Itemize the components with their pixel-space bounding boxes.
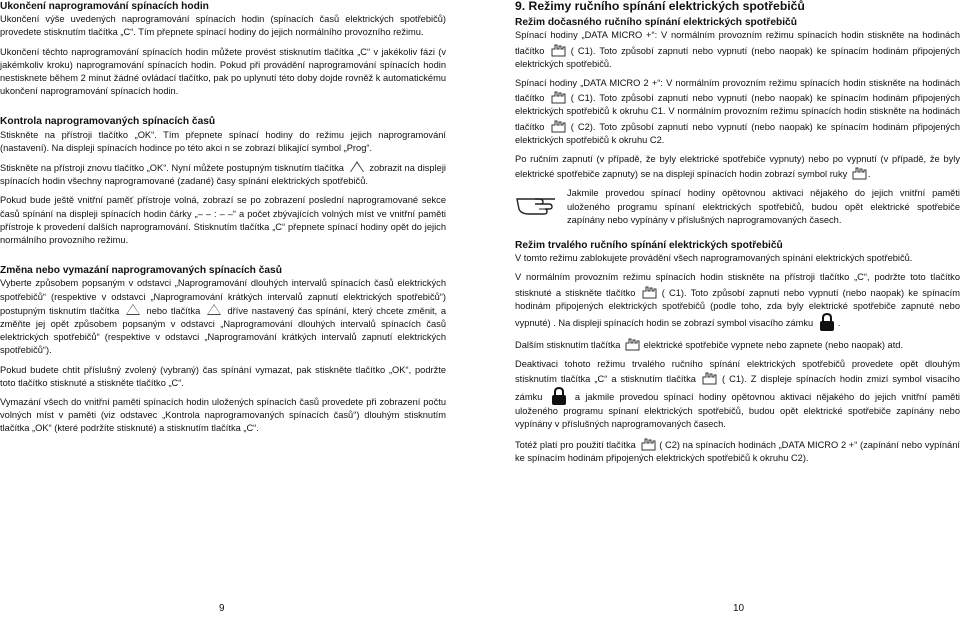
- paragraph: Ukončení výše uvedených naprogramování spínacích hodin (spínacích časů elektrických spotřebičů) provedete stisknutím tlačítka „C“. Tím přepnete spínací hodiny do jejich normálního provozního režimu.: [0, 14, 446, 38]
- text: ( C1). Z displeje spínacích hodin zmizí symbol visacího zámku: [515, 374, 960, 402]
- hand-button-icon: [549, 90, 567, 104]
- text: Vyberte způsobem popsaným v odstavci „Naprogramování dlouhých intervalů spínacích časů elektrických spotřebičů“ (respektive v odstavci „Naprogramování krátkých intervalů zapnutí elektrických spotřebičů“) postupným tisknutím tlačítka: [0, 278, 446, 316]
- paragraph: Vymazání všech do vnitřní paměti spínacích hodin uložených spínacích časů provedete při zobrazení počtu volných míst v paměti (viz odstavec „Kontrola naprogramovaných spínacích časů“) dlouhým stisknutím tlačítka „OK“ (které podržíte stisknuté) a stisknutím tlačítka „C“.: [0, 397, 446, 434]
- section-title: Ukončení naprogramování spínacích hodin: [0, 1, 209, 12]
- chapter-title: 9. Režimy ručního spínání elektrických spotřebičů: [515, 0, 805, 13]
- text: elektrické spotřebiče vypnete nebo zapnete (nebo naopak) atd.: [643, 340, 904, 351]
- text: zobrazit na displeji spínacích hodin všechny naprogramované (zadané) časy spínání elektrických spotřebičů.: [0, 163, 446, 187]
- paragraph: Pokud bude ještě vnitřní paměť přístroje volná, zobrazí se po zobrazení poslední naprogramované sekce časů spínání na displeji spínacích hodin čárky „– – : – –“ a počet zbývajících volných míst ve vnitřní paměti přístroje k provedení dalších naprogramování. Stisknutím tlačítka „C“ přepnete spínací hodiny opět do jejich normálního provozního režimu.: [0, 195, 446, 246]
- text: ( C1). Toto způsobí zapnutí nebo vypnutí (nebo naopak) ke spínacím hodinám připojených elektrických spotřebičů k okruhu C1. V normálním provozním režimu spínacích hodin stiskněte na hodinách tlačítko: [515, 93, 960, 132]
- text: Stiskněte na přístroji znovu tlačítko „OK“. Nyní můžete postupným tisknutím tlačítka: [0, 163, 344, 174]
- text: V normálním provozním režimu spínacích hodin stiskněte na přístroji tlačítko „C“, podržte toto tlačítko stisknuté a stiskněte tlačítko: [515, 272, 960, 298]
- paragraph: [515, 358, 960, 431]
- paragraph: Stiskněte na přístroji tlačítko „OK“. Tím přepnete spínací hodiny do režimu jejich naprogramování (nastavení). Na displeji spínacích hodince po této akci n se zobrazí blikající symbol „Prog“.: [0, 129, 446, 153]
- hand-button-icon: [640, 285, 658, 299]
- lock-icon: [551, 387, 567, 405]
- right-page: [515, 0, 960, 471]
- section-title: Režim dočasného ručního spínání elektrických spotřebičů: [515, 17, 797, 29]
- pointing-hand-icon: [515, 187, 559, 219]
- paragraph: [515, 337, 960, 352]
- triangle-button-icon: [126, 304, 140, 315]
- page-number: 9: [219, 603, 225, 614]
- text: ( C2) na spínacích hodinách „DATA MICRO 2 +“ (zapínání nebo vypínání ke spínacím hodinám připojených elektrických spotřebičů k okruhu C2).: [515, 440, 960, 464]
- hand-button-icon: [549, 119, 567, 133]
- triangle-button-icon: [350, 161, 364, 172]
- note: [515, 187, 960, 227]
- section-title: Změna nebo vymazání naprogramovaných spínacích časů: [0, 265, 282, 277]
- text: nebo tlačítka: [146, 305, 201, 316]
- paragraph: [0, 161, 446, 188]
- paragraph: [515, 77, 960, 147]
- text: Spínací hodiny „DATA MICRO +“: V normálním provozním režimu spínacích hodin stiskněte na hodinách tlačítko: [515, 30, 960, 56]
- text: ( C1). Toto způsobí zapnutí nebo vypnutí (nebo naopak) ke spínacím hodinám připojených elektrických spotřebičů.: [515, 45, 960, 69]
- paragraph: [0, 277, 446, 357]
- hand-button-icon: [700, 371, 718, 385]
- text: Spínací hodiny „DATA MICRO 2 +“: V normálním provozním režimu spínacích hodin stiskněte na hodinách tlačítko: [515, 78, 960, 104]
- hand-button-icon: [549, 43, 567, 57]
- text: Deaktivaci tohoto režimu trvalého ručního spínání elektrických spotřebičů provedete opět dlouhým stisknutím tlačítka „C“ a stisknutím tlačítka: [515, 359, 960, 385]
- paragraph: V tomto režimu zablokujete provádění všech naprogramovaných spínání elektrických spotřebičů.: [515, 253, 913, 264]
- paragraph: Pokud budete chtít příslušný zvolený (vybraný) čas spínání vymazat, pak stiskněte tlačítko „OK“, podržte toto tlačítko stisknuté a stiskněte tlačítko „C“.: [0, 364, 446, 388]
- hand-button-icon: [623, 337, 641, 351]
- text: a jakmile provedou spínací hodiny opětovnou aktivaci nějakého do jejich vnitřní paměti uloženého programu spínaní elektrických spotřebičů, budou opět elektrické spotřebiče zapínány nebo vypínány v příslušných naprogramovaných časech.: [515, 391, 960, 429]
- text: Po ručním zapnutí (v případě, že byly elektrické spotřebiče vypnuty) nebo po vypnutí (v případě, že byly elektrické spotřebiče zapnuty) se na displeji spínacích hodin zobrazí symbol ruky: [515, 154, 960, 180]
- text: Totéž platí pro použití tlačítka: [515, 440, 636, 451]
- text: dříve nastavený čas spínání, který chcete změnit, a změňte jej opět způsobem popsaným v odstavci „Naprogramování dlouhých intervalů spínacích časů elektrických spotřebičů“ (respektive v odstavci „Naprogramování krátkých intervalů zapnutí elektrických spotřebičů“).: [0, 305, 446, 356]
- paragraph: Ukončení těchto naprogramování spínacích hodin můžete provést stisknutím tlačítka „C“ v jakékoliv fázi (v jakémkoliv kroku) naprogramování spínacích hodin. Pokud při provádění naprogramování spínacích hodin nestisknete během 2 minut žádné ovládací tlačítko, pak po uplynutí této doby dojde rovněž k automatickému ukončení naprogramování spínacích hodin.: [0, 46, 446, 97]
- paragraph: [515, 437, 960, 465]
- hand-button-icon: [639, 437, 657, 451]
- section-title: Kontrola naprogramovaných spínacích časů: [0, 116, 216, 128]
- text: Dalším stisknutím tlačítka: [515, 340, 621, 351]
- left-page: [0, 0, 446, 442]
- paragraph: [515, 29, 960, 71]
- text: ( C1). Toto způsobí zapnutí nebo vypnutí (nebo naopak) ke spínacím hodinám připojených elektrických spotřebičů (podle toho, zda byly elektrické spotřebiče zapnuté nebo vypnuté) . Na displeji spínacích hodin se zobrazí symbol visacího zámku: [515, 287, 960, 329]
- triangle-button-icon: [207, 304, 221, 315]
- paragraph: V normálním provozním režimu spínacích hodin stiskněte na přístroji tlačítko „C“, podržte toto tlačítko stisknuté a stiskněte tlačítko ( C1). Toto způsobí zapnutí nebo vypnutí (nebo naopak) ke spínacím hodinám připojených elektrických spotřebičů (podle toho, zda byly elektrické spotřebiče zapnuté nebo vypnuté) . Na displeji spínacích hodin se zobrazí symbol visacího zámku .: [515, 271, 960, 331]
- text: ( C2). Toto způsobí zapnutí nebo vypnutí (nebo naopak) ke spínacím hodinám připojených elektrických spotřebičů k okruhu C2.: [515, 121, 960, 145]
- page-number: 10: [733, 603, 745, 614]
- lock-icon: [819, 313, 835, 331]
- note-text: Jakmile provedou spínací hodiny opětovnou aktivaci nějakého do jejich vnitřní paměti uloženého programu spínaní elektrických spotřebičů, budou opět elektrické spotřebiče zapínány nebo vypínány v příslušných naprogramovaných časech.: [567, 188, 960, 225]
- paragraph: Po ručním zapnutí (v případě, že byly elektrické spotřebiče vypnuty) nebo po vypnutí (v případě, že byly elektrické spotřebiče zapnuty) se na displeji spínacích hodin zobrazí symbol ruky .: [515, 154, 960, 180]
- section-title: Režim trvalého ručního spínání elektrických spotřebičů: [515, 240, 783, 252]
- hand-symbol-icon: [850, 166, 868, 180]
